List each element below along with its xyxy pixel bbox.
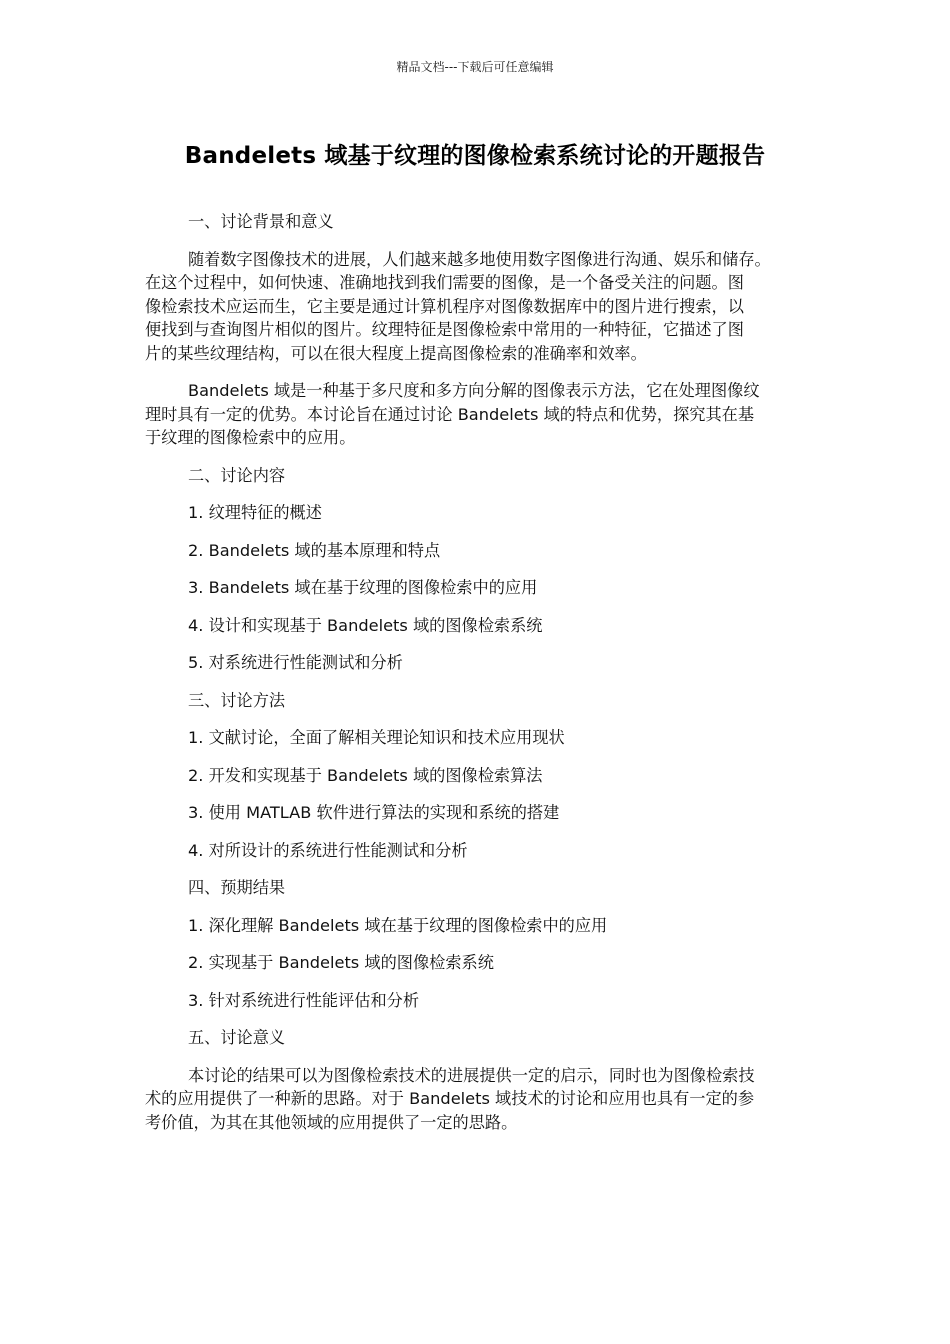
block-gap — [145, 365, 810, 379]
text-line: 一、讨论背景和意义 — [188, 212, 334, 231]
text-line: 3. 针对系统进行性能评估和分析 — [188, 990, 420, 1010]
text-line: 本讨论的结果可以为图像检索技术的进展提供一定的启示，同时也为图像检索技 — [188, 1065, 755, 1085]
text-line: 1. 文献讨论，全面了解相关理论知识和技术应用现状 — [188, 728, 565, 747]
text-line: 术的应用提供了一种新的思路。对于 Bandelets 域技术的讨论和应用也具有一定的参 — [145, 1089, 755, 1108]
list-item — [145, 764, 810, 788]
list-item — [145, 951, 810, 975]
paragraph — [145, 379, 810, 450]
paragraph — [145, 1064, 810, 1135]
block-gap — [145, 712, 810, 726]
text-line: 1. 深化理解 Bandelets 域在基于纹理的图像检索中的应用 — [188, 915, 608, 935]
block-gap — [145, 787, 810, 801]
list-item — [145, 614, 810, 638]
block-gap — [145, 750, 810, 764]
text-line: 考价值，为其在其他领域的应用提供了一定的思路。 — [145, 1112, 518, 1132]
section-heading — [145, 1026, 810, 1050]
text-line: 4. 设计和实现基于 Bandelets 域的图像检索系统 — [188, 615, 543, 635]
block-gap — [145, 637, 810, 651]
block-gap — [145, 975, 810, 989]
text-line: 理时具有一定的优势。本讨论旨在通过讨论 Bandelets 域的特点和优势，探究其在基 — [145, 404, 755, 424]
text-line: 1. 纹理特征的概述 — [188, 503, 322, 522]
text-line: 4. 对所设计的系统进行性能测试和分析 — [188, 840, 468, 860]
list-item — [145, 539, 810, 563]
text-line: 3. Bandelets 域在基于纹理的图像检索中的应用 — [188, 578, 538, 597]
block-gap — [145, 675, 810, 689]
section-heading — [145, 689, 810, 713]
document-title: Bandelets 域基于纹理的图像检索系统讨论的开题报告 — [184, 143, 766, 169]
block-gap — [145, 1012, 810, 1026]
text-line: Bandelets 域是一种基于多尺度和多方向分解的图像表示方法，它在处理图像纹 — [188, 381, 760, 400]
list-item — [145, 576, 810, 600]
block-gap — [145, 525, 810, 539]
text-line: 二、讨论内容 — [188, 465, 286, 485]
block-gap — [145, 234, 810, 248]
list-item — [145, 989, 810, 1013]
list-item — [145, 501, 810, 525]
block-gap — [145, 1050, 810, 1064]
section-heading — [145, 464, 810, 488]
text-line: 随着数字图像技术的进展，人们越来越多地使用数字图像进行沟通、娱乐和储存。 — [188, 249, 771, 269]
paragraph — [145, 248, 810, 366]
block-gap — [145, 937, 810, 951]
block-gap — [145, 562, 810, 576]
text-line: 于纹理的图像检索中的应用。 — [145, 428, 356, 447]
block-gap — [145, 900, 810, 914]
text-line: 三、讨论方法 — [188, 690, 286, 710]
text-line: 3. 使用 MATLAB 软件进行算法的实现和系统的搭建 — [188, 803, 560, 822]
list-item — [145, 801, 810, 825]
block-gap — [145, 450, 810, 464]
text-line: 四、预期结果 — [188, 878, 286, 897]
text-line: 便找到与查询图片相似的图片。纹理特征是图像检索中常用的一种特征，它描述了图 — [145, 320, 744, 339]
block-gap — [145, 825, 810, 839]
list-item — [145, 914, 810, 938]
text-line: 像检索技术应运而生，它主要是通过计算机程序对图像数据库中的图片进行搜索，以 — [145, 296, 744, 316]
header-note: 精品文档---下载后可任意编辑 — [396, 60, 554, 74]
block-gap — [145, 862, 810, 876]
list-item — [145, 726, 810, 750]
text-line: 2. 实现基于 Bandelets 域的图像检索系统 — [188, 953, 494, 972]
list-item — [145, 651, 810, 675]
text-line: 五、讨论意义 — [188, 1028, 286, 1047]
section-heading — [145, 876, 810, 900]
list-item — [145, 839, 810, 863]
text-line: 5. 对系统进行性能测试和分析 — [188, 653, 403, 672]
text-line: 在这个过程中，如何快速、准确地找到我们需要的图像，是一个备受关注的问题。图 — [145, 273, 744, 292]
text-line: 2. 开发和实现基于 Bandelets 域的图像检索算法 — [188, 765, 543, 785]
block-gap — [145, 600, 810, 614]
section-heading — [145, 210, 810, 234]
text-line: 片的某些纹理结构，可以在很大程度上提高图像检索的准确率和效率。 — [145, 343, 647, 363]
document-body — [145, 210, 810, 1134]
text-line: 2. Bandelets 域的基本原理和特点 — [188, 540, 441, 560]
block-gap — [145, 487, 810, 501]
